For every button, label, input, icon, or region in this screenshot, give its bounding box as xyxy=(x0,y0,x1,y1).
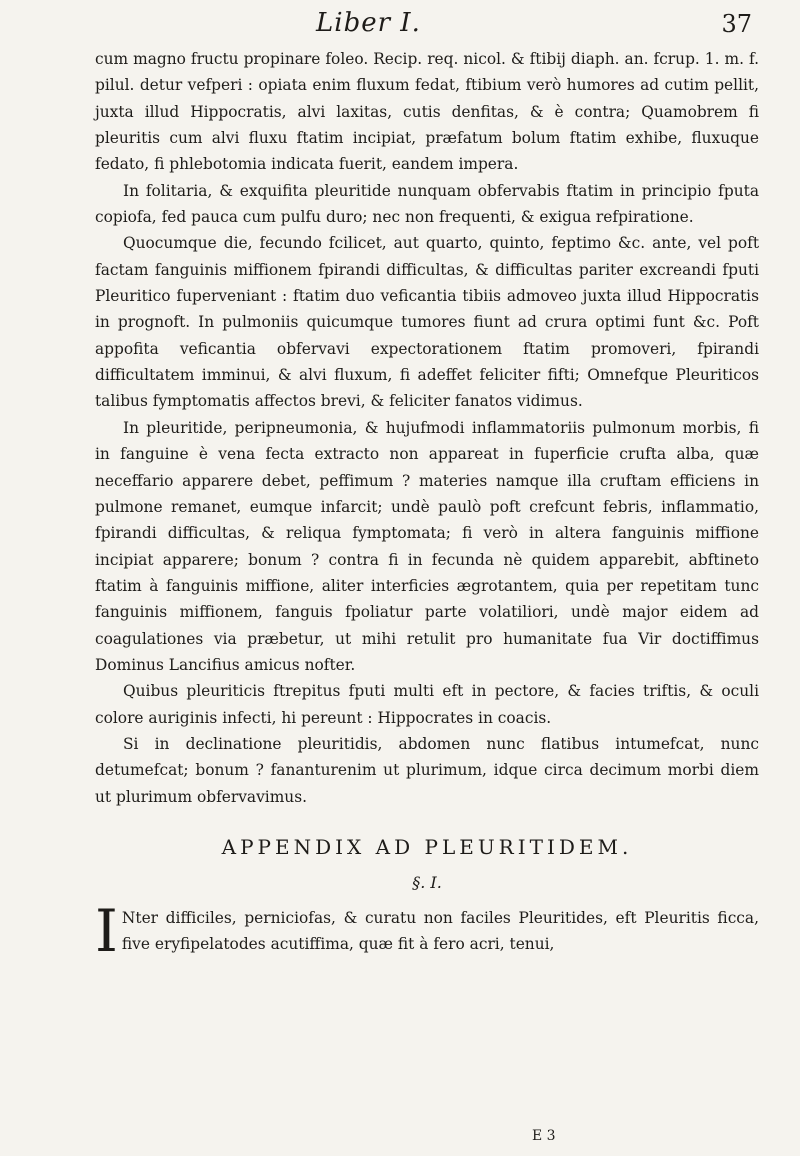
drop-cap: I xyxy=(95,896,118,965)
paragraph: Quibus pleuriticis ftrepitus fputi multi eft in pectore, & facies triftis, & oculi colore auriginis infecti, hi pereunt : Hippocrates in coacis. xyxy=(95,682,759,727)
page-header xyxy=(0,8,800,48)
paragraph: Quocumque die, fecundo fcilicet, aut quarto, quinto, feptimo &c. ante, vel poft factam fanguinis miffionem fpirandi difficultas, & difficultas pariter excreandi fputi Pleuritico fuperveniant : ftatim duo veficantia tibiis admoveo juxta illud Hippocratis in prognoft. In pulmoniis quicumque tumores fiunt ad crura optimi funt &c. Poft appofita veficantia obfervavi expectorationem ftatim promoveri, fpirandi difficultatem imminui, & alvi fluxum, fi adeffet feliciter fifti; Omnefque Pleuriticos talibus fymptomatis affectos brevi, & feliciter fanatos vidimus. xyxy=(95,234,759,411)
appendix-paragraph xyxy=(95,896,759,965)
running-title: Liber I. xyxy=(316,8,421,38)
appendix-title: APPENDIX AD PLEURITIDEM. xyxy=(221,834,633,859)
appendix-text: Nter difficiles, perniciofas, & curatu non faciles Pleuritides, eft Pleuritis ficca, five eryfipelatodes acutiffima, quæ fit à fero acri, tenui, xyxy=(121,908,759,953)
body-text xyxy=(95,46,759,965)
paragraph: In folitaria, & exquifita pleuritide nunquam obfervabis ftatim in principio fputa copiofa, fed pauca cum pulfu duro; nec non frequenti, & exigua refpiratione. xyxy=(95,181,759,227)
section-mark: §. I. xyxy=(412,873,442,893)
catchword: E 3 xyxy=(532,1128,556,1144)
paragraph: Si in declinatione pleuritidis, abdomen nunc flatibus intumefcat, nunc detumefcat; bonum ? fananturenim ut plurimum, idque circa decimum morbi diem ut plurimum obfervavimus. xyxy=(95,734,759,806)
page-number: 37 xyxy=(721,10,752,38)
paragraph: cum magno fructu propinare foleo. Recip. req. nicol. & ftibij diaph. an. fcrup. 1. m. f. pilul. detur vefperi : opiata enim fluxum fedat, ftibium verò humores ad cutim pellit, juxta illud Hippocratis, alvi laxitas, cutis denfitas, & è contra; Quamobrem fi pleuritis cum alvi fluxu ftatim incipiat, præfatum bolum ftatim exhibe, fluxuque fedato, fi phlebotomia indicata fuerit, eandem impera. xyxy=(95,50,759,174)
paragraph: In pleuritide, peripneumonia, & hujufmodi inflammatoriis pulmonum morbis, fi in fanguine è vena fecta extracto non appareat in fuperficie crufta alba, quæ neceffario apparere debet, peffimum ? materies namque illa cruftam efficiens in pulmone remanet, eumque infarcit; undè paulò poft crefcunt febris, inflammatio, fpirandi difficultas, & reliqua fymptomata; fi verò in altera fanguinis miffione incipiat apparere; bonum ? contra fi in fecunda nè quidem apparebit, abftineto ftatim à fanguinis miffione, aliter interficies ægrotantem, quia per repetitam tunc fanguinis miffionem, fanguis fpoliatur parte volatiliori, undè major eidem ad coagulationes via præbetur, ut mihi retulit pro humanitate fua Vir doctiffimus Dominus Lancifius amicus nofter. xyxy=(95,418,759,674)
